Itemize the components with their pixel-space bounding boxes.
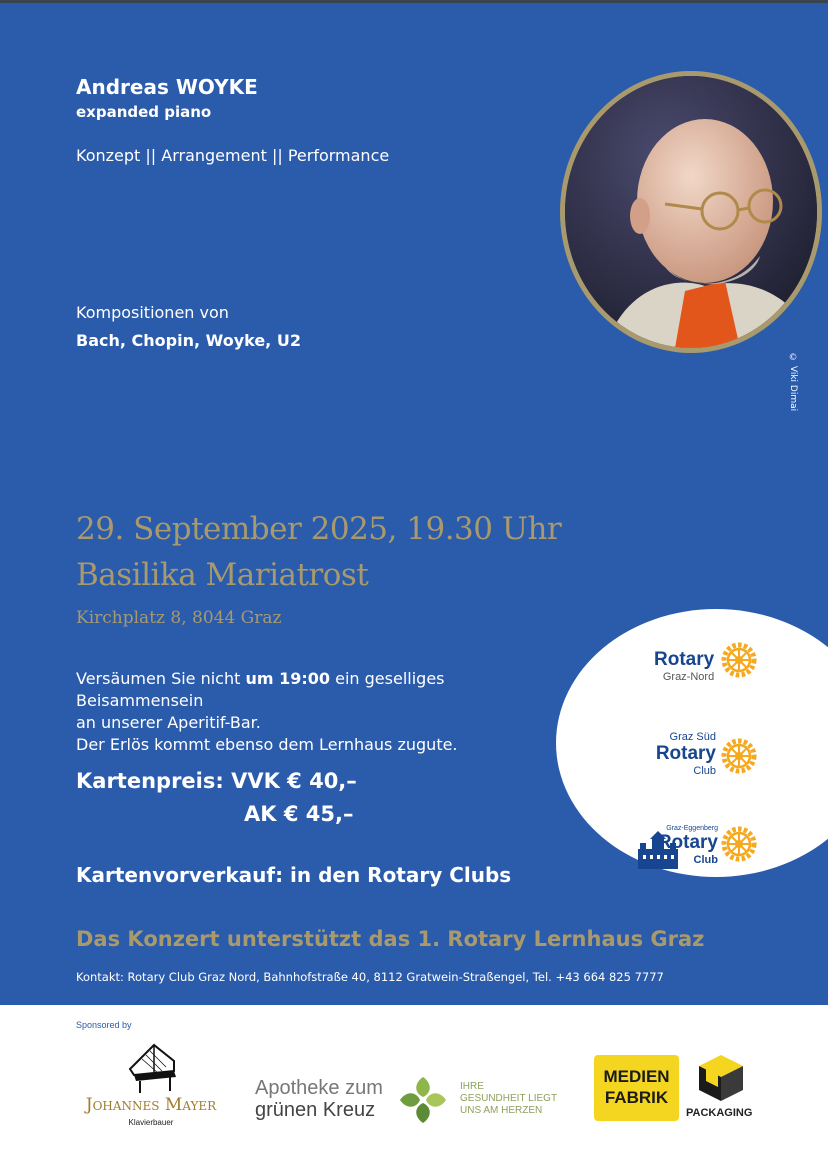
medienfabrik-logo <box>594 1055 679 1121</box>
artist-roles: Konzept || Arrangement || Performance <box>76 146 390 165</box>
sponsors-label: Sponsored by <box>76 1020 132 1030</box>
artist-subtitle: expanded piano <box>76 103 212 121</box>
rotary-clubs-panel <box>556 609 828 877</box>
sponsors-bar <box>0 1005 828 1169</box>
rotary-wheel-icon <box>720 641 758 679</box>
rotary-graz-sued-logo <box>654 731 716 777</box>
apotheke-tag2: GESUNDHEIT LIEGT <box>460 1093 558 1104</box>
presale-info: Kartenvorverkauf: in den Rotary Clubs <box>76 863 512 887</box>
artist-portrait <box>560 71 822 353</box>
rotary-wheel-icon <box>720 737 758 775</box>
portrait-illustration <box>565 76 817 348</box>
johannes-mayer-logo <box>76 1037 226 1137</box>
rotary-graz-nord-sub: Graz-Nord <box>662 671 715 683</box>
photo-credit: © Viki Dimai <box>788 353 798 412</box>
packaging-cube-icon <box>696 1053 746 1103</box>
johannes-mayer-name: Johannes Mayer <box>85 1095 217 1115</box>
apotheke-tagline <box>460 1081 557 1117</box>
event-venue: Basilika Mariatrost <box>76 557 369 593</box>
event-date: 29. September 2025, 19.30 Uhr <box>76 511 562 547</box>
info-line1-time: um 19:00 <box>245 669 331 688</box>
info-line1-post: ein geselliges Beisammensein <box>76 669 445 710</box>
contact-info: Kontakt: Rotary Club Graz Nord, Bahnhofstraße 40, 8112 Gratwein-Straßengel, Tel. +43 664 825 7777 <box>76 970 664 984</box>
info-line2: an unserer Aperitif-Bar. <box>76 713 261 732</box>
program-label: Kompositionen von <box>76 303 229 322</box>
rotary-wheel-icon <box>720 825 758 863</box>
medienfabrik-line2: FABRIK <box>604 1088 669 1107</box>
medienfabrik-line1: MEDIEN <box>603 1067 670 1086</box>
rotary-graz-eggenberg-logo <box>656 825 718 866</box>
green-cross-icon <box>396 1073 450 1127</box>
info-line1-pre: Versäumen Sie nicht <box>76 669 246 688</box>
ticket-price-vvk: Kartenpreis: VVK € 40,– <box>76 769 357 793</box>
johannes-mayer-sub: Klavierbauer <box>128 1118 174 1127</box>
rotary-eggenberg-sub: Club <box>693 854 718 866</box>
aperitif-info <box>76 668 556 756</box>
apotheke-tag3: UNS AM HERZEN <box>460 1105 543 1116</box>
rotary-eggenberg-name: Rotary <box>657 832 718 853</box>
rotary-graz-sued-top: Graz Süd <box>669 731 716 743</box>
apotheke-logo <box>255 1077 383 1121</box>
apotheke-line2: grünen Kreuz <box>255 1099 376 1121</box>
rotary-eggenberg-top: Graz-Eggenberg <box>666 825 718 832</box>
grand-piano-icon <box>124 1039 180 1095</box>
support-statement: Das Konzert unterstützt das 1. Rotary Lernhaus Graz <box>76 927 705 951</box>
event-address: Kirchplatz 8, 8044 Graz <box>76 608 282 628</box>
ticket-price-ak: AK € 45,– <box>244 802 354 826</box>
rotary-graz-sued-sub: Club <box>693 765 716 777</box>
artist-name: Andreas WOYKE <box>76 75 258 99</box>
apotheke-line1: Apotheke zum <box>255 1077 383 1099</box>
info-line3: Der Erlös kommt ebenso dem Lernhaus zugute. <box>76 735 458 754</box>
program-composers: Bach, Chopin, Woyke, U2 <box>76 331 301 350</box>
rotary-graz-nord-logo <box>654 649 714 683</box>
packaging-label: PACKAGING <box>686 1107 753 1119</box>
rotary-graz-sued-name: Rotary <box>655 743 716 764</box>
apotheke-tag1: IHRE <box>460 1081 484 1092</box>
rotary-graz-nord-name: Rotary <box>654 649 715 670</box>
